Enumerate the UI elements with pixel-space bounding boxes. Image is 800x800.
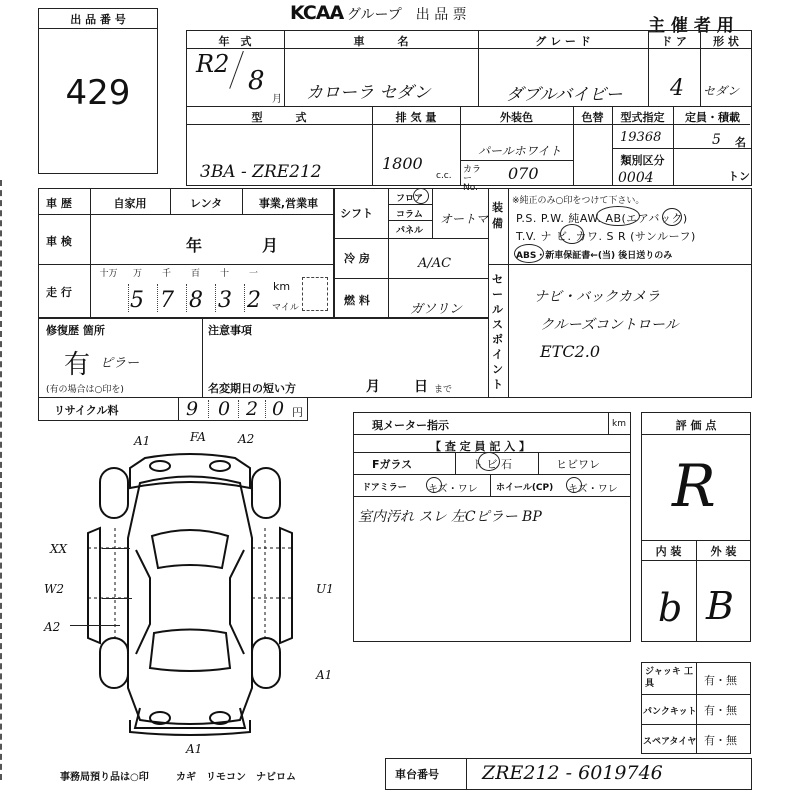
- history-private-option[interactable]: 自家用: [113, 197, 147, 210]
- sales-point-line: クルーズコントロール: [540, 317, 679, 333]
- damage-mark: A2: [238, 432, 255, 446]
- capacity-unit: 名: [735, 136, 746, 149]
- color-code-value: 070: [508, 164, 539, 183]
- door-mirror-options[interactable]: キズ・ワレ: [428, 484, 478, 495]
- recycle-digit: 9: [186, 398, 199, 420]
- displacement-value: 1800: [382, 154, 423, 173]
- door-mirror-label: ドアミラー: [362, 483, 407, 493]
- title-change-label: 名変期日の短い方: [208, 382, 296, 395]
- damage-mark: FA: [190, 430, 206, 444]
- damage-mark: W2: [44, 582, 64, 596]
- km-unit-label: km: [273, 280, 291, 293]
- equipment-row-1[interactable]: P.S. P.W. 純AW. AB(エアバック): [516, 212, 688, 225]
- history-rental-option[interactable]: レンタ: [189, 197, 223, 210]
- inspector-comment: 室内汚れ スレ 左Cピラー BP: [358, 509, 542, 525]
- interior-label: 内 装: [655, 545, 682, 558]
- month-unit: 月: [272, 94, 282, 105]
- car-name-label: 車 名: [353, 35, 409, 48]
- capacity-label: 定員・積載: [685, 111, 740, 124]
- mile-unit-label: マイル: [272, 303, 299, 313]
- brand-logo: KCAA: [290, 2, 344, 24]
- notes-month-label: 月: [366, 379, 380, 395]
- sales-point-line: ナビ・バックカメラ: [534, 289, 660, 305]
- meter-label: 現メーター指示: [372, 419, 449, 432]
- grade-value: R: [672, 452, 716, 520]
- body-type-label: 形 状: [713, 35, 739, 48]
- repair-location: ピラー: [100, 356, 140, 371]
- damage-mark: A2: [44, 620, 61, 634]
- displacement-label: 排 気 量: [395, 111, 437, 124]
- grade-label: 評 価 点: [675, 419, 717, 432]
- jack-tools-label: ジャッキ 工 具: [645, 667, 693, 689]
- type-designation-label: 型式指定: [620, 111, 665, 124]
- category-value: 0004: [618, 170, 654, 186]
- door-label: ド ア: [661, 35, 687, 48]
- wheel-options[interactable]: キズ・ワレ: [568, 484, 618, 495]
- car-damage-diagram: [40, 428, 340, 758]
- inspector-title: 【 査 定 員 記 入 】: [430, 440, 530, 453]
- mileage-digits: 十万 万 千 百 十 一 5 7 8 3 2: [99, 269, 261, 313]
- interior-grade-value: b: [658, 586, 683, 630]
- aircon-value: A/AC: [418, 256, 452, 271]
- displacement-unit: c.c.: [436, 171, 452, 181]
- exterior-grade-value: B: [706, 584, 734, 628]
- jack-tools-option[interactable]: 有・無: [704, 674, 737, 687]
- mileage-digit: 5: [130, 288, 144, 313]
- shift-value: オートマ: [440, 212, 489, 226]
- equipment-note: ※純正のみ○印をつけて下さい。: [512, 196, 645, 206]
- puncture-kit-option[interactable]: 有・無: [704, 704, 737, 717]
- repair-label: 修復歴 箇所: [46, 324, 105, 337]
- mileage-digit: 8: [189, 288, 203, 313]
- lot-number-box: [38, 8, 158, 174]
- sales-point-line: ETC2.0: [540, 342, 601, 361]
- notes-until-label: まで: [434, 385, 453, 395]
- glass-chip-option[interactable]: ト ビ 石: [472, 458, 512, 471]
- notes-day-label: 日: [414, 379, 428, 395]
- shaken-label: 車 検: [46, 235, 72, 248]
- sales-points-label: セールスポイント: [492, 273, 503, 391]
- spare-tire-option[interactable]: 有・無: [704, 734, 737, 747]
- grade-label: グ レ ー ド: [535, 35, 591, 48]
- equipment-label: 装 備: [492, 201, 503, 230]
- office-note: 事務局預り品は○印: [60, 772, 149, 783]
- mileage-digit: 7: [160, 288, 174, 313]
- mileage-label: 走 行: [46, 286, 72, 299]
- category-label: 類別区分: [620, 154, 665, 167]
- damage-mark: A1: [134, 434, 151, 448]
- fuel-value: ガソリン: [410, 302, 463, 317]
- history-business-option[interactable]: 事業,営業車: [258, 197, 319, 210]
- recycle-label: リサイクル料: [54, 404, 119, 417]
- chassis-label: 車台番号: [395, 768, 439, 781]
- fuel-label: 燃 料: [344, 294, 370, 307]
- damage-mark: XX: [50, 542, 68, 556]
- recycle-digit: 0: [218, 398, 231, 420]
- equipment-row-3[interactable]: ABS・新車保証書←(当) 後日送りのみ: [516, 251, 673, 261]
- year-label: 年 式: [218, 35, 252, 48]
- repair-note: (有の場合は○印を): [46, 385, 124, 395]
- grade-value: ダブルバイビー: [506, 85, 623, 105]
- load-unit: トン: [728, 170, 750, 183]
- spare-tire-label: スペアタイヤ: [643, 737, 697, 747]
- mileage-digit: 3: [218, 288, 232, 313]
- left-edge-mark: [0, 180, 2, 780]
- organizer-label: 主 催 者 用: [648, 16, 734, 36]
- shift-label: シフト: [340, 207, 373, 220]
- mileage-digit: 2: [247, 288, 261, 313]
- form-title: . グループ 出 品 票: [338, 7, 467, 23]
- recycle-digit: 2: [246, 398, 259, 420]
- chassis-value: ZRE212 - 6019746: [482, 762, 663, 784]
- model-label: 型 式: [251, 111, 307, 124]
- shift-floor-option[interactable]: フロア: [396, 194, 424, 204]
- wheel-label: ホイール(CP): [496, 483, 554, 493]
- car-name-value: カローラ セダン: [306, 83, 431, 103]
- door-value: 4: [670, 76, 684, 101]
- shift-column-option[interactable]: コラム: [396, 210, 423, 220]
- shaken-year-label: 年: [186, 236, 203, 255]
- year-value: R2: [196, 50, 230, 78]
- damage-mark: A1: [186, 742, 203, 756]
- type-designation-value: 19368: [620, 130, 662, 145]
- lot-number-value: 429: [65, 73, 131, 113]
- lot-number-label: 出 品 番 号: [70, 13, 126, 26]
- damage-mark: U1: [316, 582, 334, 596]
- notes-label: 注意事項: [208, 324, 252, 337]
- office-items: カギ リモコン ナビロム: [176, 772, 296, 783]
- recycle-digit: 0: [272, 398, 285, 420]
- repair-value: 有: [64, 350, 91, 380]
- month-value: 8: [248, 66, 265, 96]
- front-glass-label: Fガラス: [372, 458, 413, 471]
- color-change-label: 色替: [581, 111, 604, 124]
- color-code-label: カラー No.: [463, 165, 482, 193]
- glass-crack-option[interactable]: ヒビワレ: [556, 458, 600, 471]
- model-value: 3BA - ZRE212: [200, 162, 322, 182]
- shaken-month-label: 月: [262, 236, 279, 255]
- exterior-color-value: パールホワイト: [478, 144, 562, 158]
- puncture-kit-label: パンクキット: [643, 707, 697, 717]
- capacity-value: 5: [712, 132, 721, 148]
- equipment-row-2[interactable]: T.V. ナ ビ. カワ. S R (サンルーフ): [516, 230, 696, 243]
- exterior-color-label: 外装色: [500, 111, 533, 124]
- meter-unit: km: [612, 419, 626, 429]
- body-type-value: セダン: [703, 84, 740, 98]
- damage-mark: A1: [316, 668, 333, 682]
- shift-panel-option[interactable]: パネル: [396, 226, 424, 236]
- recycle-unit: 円: [292, 406, 303, 419]
- aircon-label: 冷 房: [344, 252, 370, 265]
- exterior-label: 外 装: [710, 545, 737, 558]
- history-label: 車 歴: [46, 197, 72, 210]
